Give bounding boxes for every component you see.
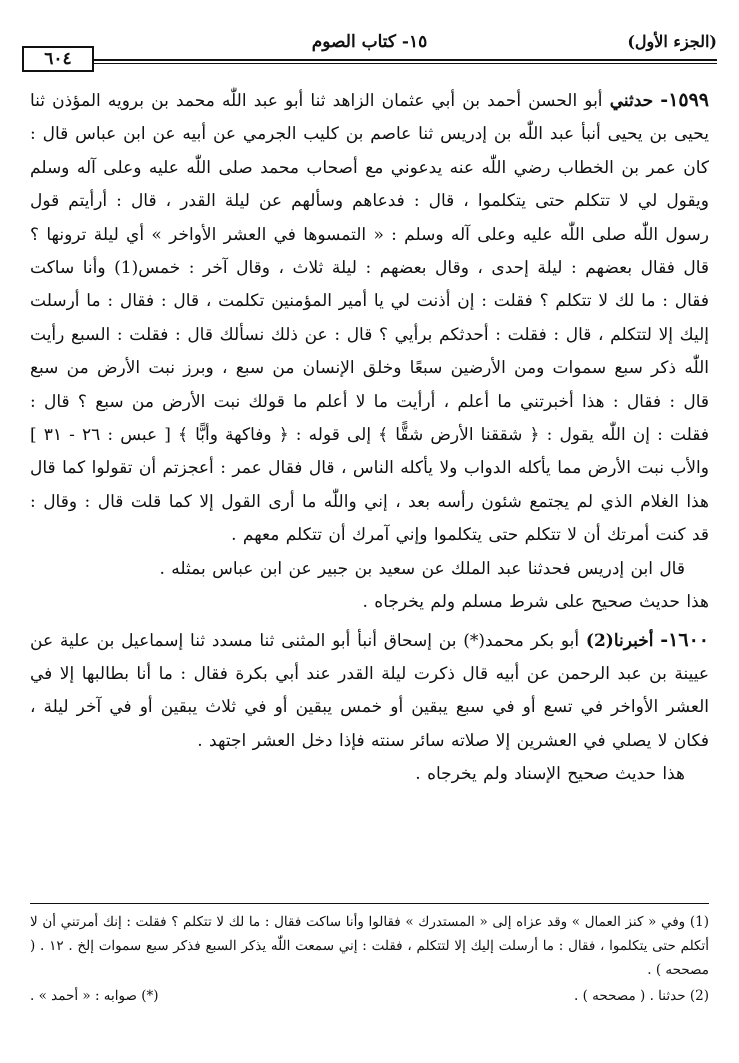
footnote-1: (1) وفي « كنز العمال » وقد عزاه إلى « المستدرك » فقالوا وأنا ساكت فقال : ما لك لا تتكلم ؟ فقلت : إنك أمرتني أن لا أتكلم حتى يتكلموا ، فقال : ما أرسلت إليك إلا لتتكلم ، فقلت : إني سمعت اللّٰه يذكر السبع فذكر سبع سموات إلخ . ١٢ . ( مصححه ) . (30, 914, 710, 978)
footnotes (30, 910, 709, 1008)
hadith-lead: حدثني (609, 91, 654, 111)
hadith-1600-grading: هذا حديث صحيح الإسناد ولم يخرجاه . (415, 764, 685, 785)
volume-label: (الجزء الأول) (627, 32, 717, 51)
hadith-text: أبو الحسن أحمد بن أبي عثمان الزاهد ثنا أبو عبد اللّٰه محمد بن برويه المؤذن ثنا يحيى بن يحيى أنبأ عبد اللّٰه بن إدريس ثنا عاصم بن كليب الجرمي عن أبيه عن ابن عباس قال : كان عمر بن الخطاب رضي اللّٰه عنه يدعوني مع أصحاب محمد صلى اللّٰه عليه وعلى آله وسلم ويقول لي لا تتكلم حتى يتكلموا ، قال : فدعاهم وسألهم عن ليلة القدر ، قال : أرأيتم قول رسول اللّٰه صلى اللّٰه عليه وعلى آله وسلم : « التمسوها في العشر الأواخر » أي ليلة ترونها ؟ قال فقال بعضهم : ليلة إحدى ، وقال بعضهم : ليلة ثلاث ، وقال آخر : خمس(1) وأنا ساكت فقال : ما لك لا تتكلم ؟ فقلت : إن أذنت لي يا أمير المؤمنين تكلمت ، قال : فقال : ما أرسلت إليك إلا لتتكلم ، قال : فقلت : أحدثكم برأيي ؟ قال : عن ذلك نسألك قال : فقلت : السبع رأيت اللّٰه ذكر سبع سموات ومن الأرضين سبعًا وخلق الإنسان من سبع ، وبرز نبت الأرض من سبع قال : فقال : هذا أخبرتني ما أعلم ، أرأيت ما لا أعلم ما قولك نبت الأرض من سبع ؟ قال : فقلت : إن اللّٰه يقول : ﴿ شققنا الأرض شقًّا ﴾ إلى قوله : ﴿ وفاكهة وأبًّا ﴾ [ عبس : ٢٦ - ٣١ ] والأب نبت الأرض مما يأكله الدواب ولا يأكله الناس ، قال فقال عمر : أعجزتم أن تقولوا كما قال هذا الغلام الذي لم يجتمع شئون رأسه بعد ، إني واللّٰه ما أرى القول إلا كما قلت قال : وقال : قد كنت أمرتك أن لا تتكلم حتى يتكلموا وإني آمرك أن تتكلم معهم . (30, 91, 709, 546)
hadith-1600 (30, 624, 709, 759)
hadith-number: ١٦٠٠- (660, 628, 709, 651)
hadith-1599-grading: هذا حديث صحيح على شرط مسلم ولم يخرجاه . (362, 592, 709, 613)
hadith-number: ١٥٩٩- (660, 89, 710, 111)
hadith-lead: أخبرنا(2) (585, 630, 654, 651)
hadith-text: أبو بكر محمد(*) بن إسحاق أنبأ أبو المثنى ثنا مسدد ثنا إسماعيل بن علية عن عيينة بن عبد الرحمن عن أبيه قال ذكرت ليلة القدر عند أبي بكرة فقال : ما أنا بطالبها إلا في العشر الأواخر في تسع أو في سبع يبقين أو خمس يبقين أو في ثلاث يبقين أو في آخر ليلة ، فكان لا يصلي في العشرين إلا صلاته سائر سنته فإذا دخل العشر اجتهد . (30, 630, 709, 751)
main-text (30, 84, 709, 792)
page-number: ٦٠٤ (22, 46, 94, 72)
running-header (22, 32, 717, 69)
header-rule-thin (92, 63, 717, 64)
hadith-1599-chain-note: قال ابن إدريس فحدثنا عبد الملك عن سعيد بن جبير عن ابن عباس بمثله . (159, 558, 685, 579)
footnote-star: (*) صوابه : « أحمد » . (30, 988, 159, 1004)
footnote-2: (2) حدثنا . ( مصححه ) . (574, 988, 709, 1004)
hadith-1599 (30, 84, 709, 553)
header-rule (92, 59, 717, 61)
footnote-separator (30, 903, 709, 904)
book-title: ١٥- كتاب الصوم (311, 32, 428, 52)
